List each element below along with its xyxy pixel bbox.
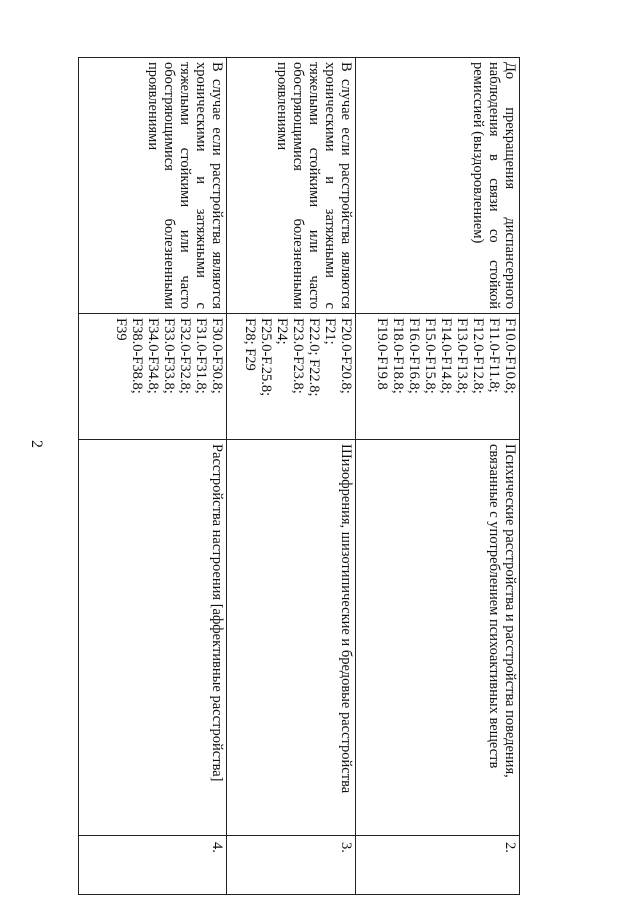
icd-code: F32.0-F32.8;	[176, 318, 193, 394]
disorder-name: Психические расстройства и расстройства поведения, связанные с употреблением психоактивных веществ	[486, 444, 518, 778]
codes-cell	[355, 314, 519, 440]
icd-code: F39	[112, 318, 129, 341]
icd-code: F19.0-F19.8	[374, 318, 390, 390]
diagnosis-table	[78, 57, 520, 895]
row-number-cell	[79, 836, 227, 895]
icd-code: F15.0-F15.8;	[422, 318, 438, 394]
icd-code: F23.0-F23.8;	[289, 318, 306, 394]
icd-code: F13.0-F13.8;	[454, 318, 470, 394]
disorder-name-cell	[355, 440, 519, 836]
condition-text: В случае если расстройства являются хроническими и затяжными с тяжелыми стойкими или часто обостряющимися болезненными проявлениями	[273, 62, 354, 309]
icd-code: F33.0-F33.8;	[160, 318, 177, 394]
row-number-cell	[226, 836, 355, 895]
icd-code: F28; F29	[241, 318, 258, 371]
disorder-name-cell	[226, 440, 355, 836]
table-row	[79, 58, 227, 895]
row-number: 4.	[208, 842, 225, 853]
condition-cell	[79, 58, 227, 314]
icd-code: F34.0-F34.8;	[144, 318, 161, 394]
icd-code: F18.0-F18.8;	[390, 318, 406, 394]
condition-text: В случае если расстройства являются хроническими и затяжными с тяжелыми стойкими или часто обостряющимися болезненными проявлениями	[144, 62, 225, 309]
disorder-name: Шизофрения, шизотипические и бредовые расстройства	[337, 444, 354, 794]
icd-code: F38.0-F38.8;	[128, 318, 145, 394]
row-number: 3.	[337, 842, 354, 853]
icd-code: F30.0-F30.8;	[208, 318, 225, 394]
page-number: 2	[28, 440, 45, 448]
icd-code: F11.0-F11.8;	[486, 318, 502, 393]
table-row	[355, 58, 519, 895]
icd-code: F20.0-F20.8;	[337, 318, 354, 394]
icd-code: F12.0-F12.8;	[470, 318, 486, 394]
condition-cell	[226, 58, 355, 314]
codes-cell	[79, 314, 227, 440]
icd-code: F24;	[273, 318, 290, 345]
icd-code: F14.0-F14.8;	[438, 318, 454, 394]
condition-text: До прекращения диспансерного наблюдения в связи со стойкой ремиссией (выздоровлением)	[470, 62, 518, 309]
disorder-name-cell	[79, 440, 227, 836]
table-row	[226, 58, 355, 895]
codes-cell	[226, 314, 355, 440]
icd-code: F25.0-F.25.8;	[257, 318, 274, 397]
icd-code: F10.0-F10.8;	[502, 318, 518, 394]
icd-code: F16.0-F16.8;	[406, 318, 422, 394]
icd-code: F31.0-F31.8;	[192, 318, 209, 394]
row-number-cell	[355, 836, 519, 895]
condition-cell	[355, 58, 519, 314]
icd-code: F22.0; F22.8;	[305, 318, 322, 397]
icd-code: F21;	[321, 318, 338, 345]
row-number: 2.	[502, 842, 518, 853]
disorder-name: Расстройства настроения [аффективные расстройства]	[208, 444, 225, 782]
